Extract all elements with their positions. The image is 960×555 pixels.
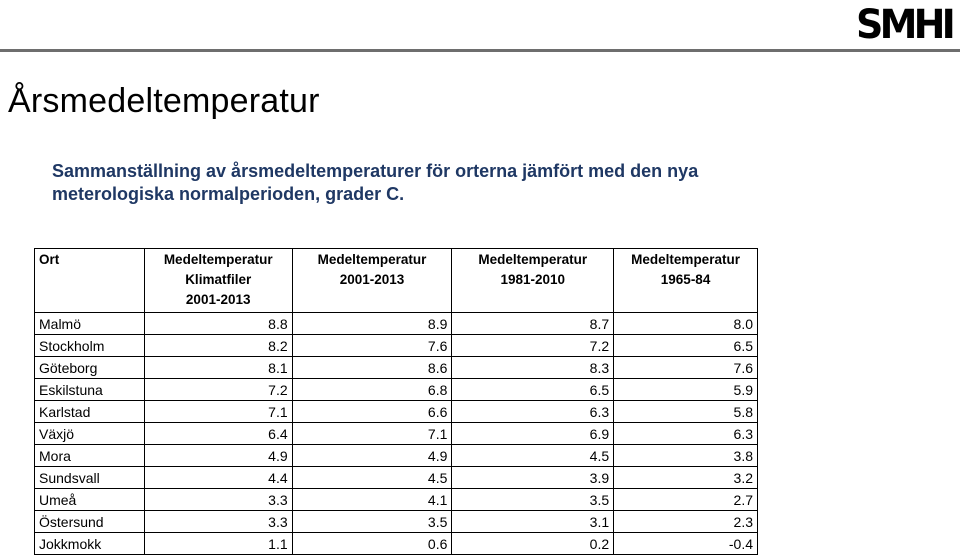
cell-city: Jokkmokk — [35, 533, 145, 555]
cell-value: 8.6 — [292, 357, 452, 379]
cell-value: 8.9 — [292, 313, 452, 335]
cell-value: 7.2 — [452, 335, 614, 357]
cell-value: 7.1 — [292, 423, 452, 445]
cell-value: 4.9 — [292, 445, 452, 467]
cell-value: 8.3 — [452, 357, 614, 379]
temperature-table — [34, 248, 758, 555]
table-header-row — [35, 249, 758, 313]
subtitle-line-2: meterologiska normalperioden, grader C. — [52, 184, 405, 204]
table-row — [35, 313, 758, 335]
cell-city: Stockholm — [35, 335, 145, 357]
table-row — [35, 379, 758, 401]
cell-city: Göteborg — [35, 357, 145, 379]
cell-value: 6.6 — [292, 401, 452, 423]
subtitle-line-1: Sammanställning av årsmedeltemperaturer för orterna jämfört med den nya — [52, 161, 699, 181]
page-subtitle — [52, 160, 812, 206]
page-title: Årsmedeltemperatur — [8, 82, 320, 120]
column-header-2001-2013: Medeltemperatur 2001-2013 — [292, 249, 452, 313]
cell-value: 6.4 — [144, 423, 292, 445]
cell-value: 3.9 — [452, 467, 614, 489]
cell-value: 6.8 — [292, 379, 452, 401]
cell-value: 5.9 — [614, 379, 758, 401]
cell-value: 6.5 — [452, 379, 614, 401]
cell-city: Mora — [35, 445, 145, 467]
cell-value: 7.6 — [292, 335, 452, 357]
cell-value: 2.3 — [614, 511, 758, 533]
cell-value: 3.5 — [452, 489, 614, 511]
cell-value: 7.6 — [614, 357, 758, 379]
cell-city: Karlstad — [35, 401, 145, 423]
table-row — [35, 533, 758, 555]
cell-value: 8.7 — [452, 313, 614, 335]
cell-value: 4.9 — [144, 445, 292, 467]
cell-value: 4.5 — [452, 445, 614, 467]
table-row — [35, 423, 758, 445]
cell-value: 0.2 — [452, 533, 614, 555]
cell-value: 4.5 — [292, 467, 452, 489]
smhi-logo: SMHI — [856, 2, 952, 48]
cell-value: 2.7 — [614, 489, 758, 511]
cell-value: 3.1 — [452, 511, 614, 533]
cell-value: 8.8 — [144, 313, 292, 335]
cell-value: 6.9 — [452, 423, 614, 445]
cell-value: 6.3 — [452, 401, 614, 423]
table-row — [35, 335, 758, 357]
cell-value: 1.1 — [144, 533, 292, 555]
cell-value: 0.6 — [292, 533, 452, 555]
cell-value: 3.8 — [614, 445, 758, 467]
cell-value: 3.2 — [614, 467, 758, 489]
cell-value: 6.3 — [614, 423, 758, 445]
table-row — [35, 401, 758, 423]
cell-value: 6.5 — [614, 335, 758, 357]
cell-value: 5.8 — [614, 401, 758, 423]
cell-city: Eskilstuna — [35, 379, 145, 401]
cell-value: -0.4 — [614, 533, 758, 555]
cell-value: 8.2 — [144, 335, 292, 357]
column-header-klimatfiler-2001-2013: Medeltemperatur Klimatfiler 2001-2013 — [144, 249, 292, 313]
column-header-1981-2010: Medeltemperatur 1981-2010 — [452, 249, 614, 313]
cell-city: Växjö — [35, 423, 145, 445]
cell-value: 3.3 — [144, 489, 292, 511]
header-divider — [0, 49, 960, 52]
cell-value: 7.1 — [144, 401, 292, 423]
cell-city: Sundsvall — [35, 467, 145, 489]
cell-value: 7.2 — [144, 379, 292, 401]
cell-city: Umeå — [35, 489, 145, 511]
cell-value: 4.1 — [292, 489, 452, 511]
cell-value: 4.4 — [144, 467, 292, 489]
table-row — [35, 489, 758, 511]
column-header-1965-84: Medeltemperatur 1965-84 — [614, 249, 758, 313]
column-header-ort: Ort — [35, 249, 145, 313]
cell-value: 8.0 — [614, 313, 758, 335]
table-row — [35, 467, 758, 489]
table-row — [35, 445, 758, 467]
cell-value: 8.1 — [144, 357, 292, 379]
cell-value: 3.3 — [144, 511, 292, 533]
cell-city: Malmö — [35, 313, 145, 335]
cell-city: Östersund — [35, 511, 145, 533]
table-row — [35, 511, 758, 533]
table-row — [35, 357, 758, 379]
cell-value: 3.5 — [292, 511, 452, 533]
